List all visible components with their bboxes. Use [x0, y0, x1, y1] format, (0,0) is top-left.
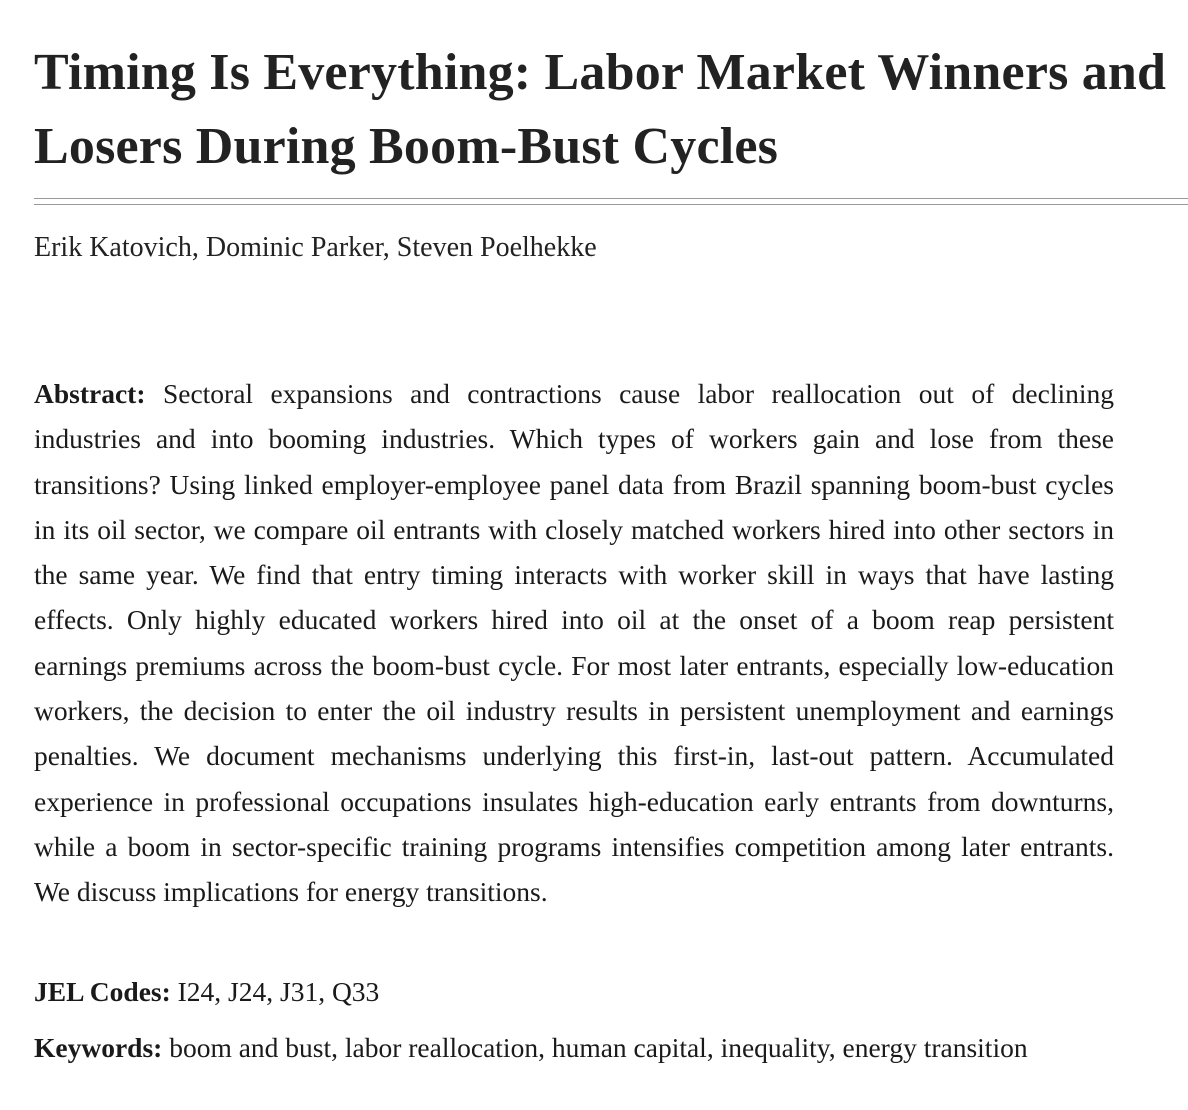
keywords-line	[34, 1028, 1028, 1068]
keywords-text: boom and bust, labor reallocation, human capital, inequality, energy transition	[169, 1032, 1028, 1063]
keywords-label: Keywords:	[34, 1032, 163, 1063]
abstract	[34, 371, 1114, 915]
title-rule-top	[34, 198, 1188, 199]
title-rule-bottom	[34, 204, 1188, 205]
paper-title: Timing Is Everything: Labor Market Winners and Losers During Boom-Bust Cycles	[34, 44, 1167, 175]
abstract-text: Sectoral expansions and contractions cause labor reallocation out of declining industries and into booming industries. Which types of workers gain and lose from these transitions? Using linked employer-employee panel data from Brazil spanning boom-bust cycles in its oil sector, we compare oil entrants with closely matched workers hired into other sectors in the same year. We find that entry timing interacts with worker skill in ways that have lasting effects. Only highly educated workers hired into oil at the onset of a boom reap persistent earnings premiums across the boom-bust cycle. For most later entrants, especially low-education workers, the decision to enter the oil industry results in persistent unemployment and earnings penalties. We document mechanisms underlying this first-in, last-out pattern. Accumulated experience in professional occupations insulates high-education early entrants from downturns, while a boom in sector-specific training programs intensifies competition among later entrants. We discuss implications for energy transitions.	[34, 378, 1114, 908]
jel-codes-line	[34, 972, 379, 1012]
jel-label: JEL Codes:	[34, 976, 171, 1007]
abstract-label: Abstract:	[34, 378, 146, 409]
jel-codes: I24, J24, J31, Q33	[177, 976, 380, 1007]
author-list: Erik Katovich, Dominic Parker, Steven Poelhekke	[34, 232, 597, 263]
